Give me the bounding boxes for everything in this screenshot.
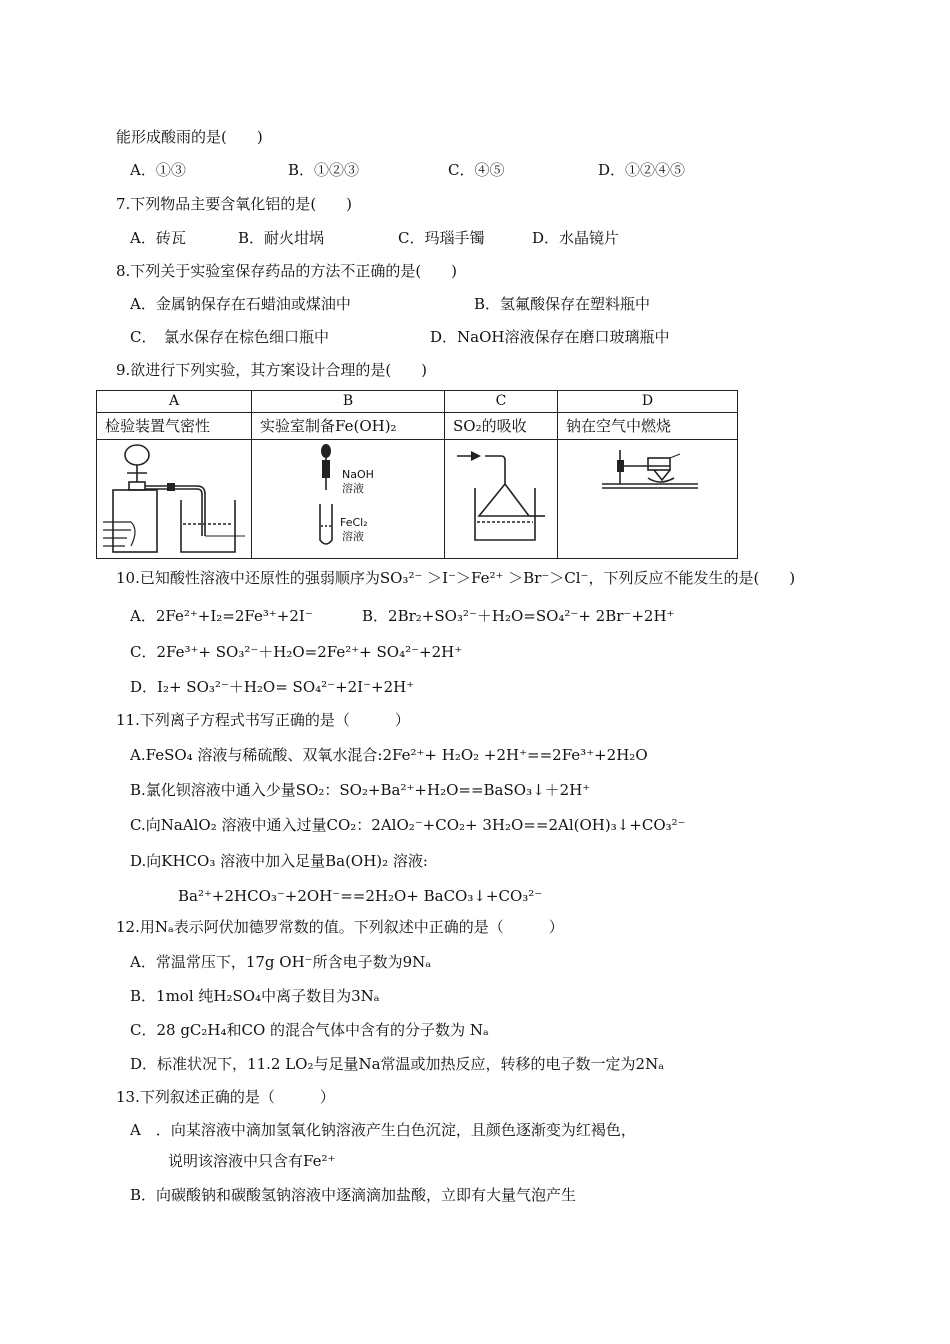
- table-title-b: 实验室制备Fe(OH)₂: [252, 413, 445, 440]
- q11-option-d-equation: Ba²⁺+2HCO₃⁻+2OH⁻==2H₂O+ BaCO₃↓+CO₃²⁻: [178, 887, 543, 905]
- question-6-stem-tail: 能形成酸雨的是( ): [116, 128, 263, 146]
- crucible-stand-icon: [558, 440, 737, 558]
- q12-option-d: D．标准状况下，11.2 LO₂与足量Na常温或加热反应，转移的电子数一定为2Nₐ: [130, 1055, 664, 1073]
- airtightness-apparatus-icon: [97, 440, 251, 558]
- naoh-solution-label: 溶液: [342, 482, 364, 495]
- q12-option-a: A．常温常压下，17g OH⁻所含电子数为9Nₐ: [130, 953, 432, 971]
- question-7-stem: 7.下列物品主要含氧化铝的是( ): [116, 195, 353, 213]
- q8-option-d: D．NaOH溶液保存在磨口玻璃瓶中: [430, 328, 670, 346]
- q12-option-b: B．1mol 纯H₂SO₄中离子数目为3Nₐ: [130, 987, 380, 1005]
- table-header-b: B: [252, 391, 445, 413]
- table-title-c: SO₂的吸收: [445, 413, 558, 440]
- q8-option-b: B．氢氟酸保存在塑料瓶中: [474, 295, 651, 313]
- q6-option-a: A．①③: [130, 161, 186, 179]
- naoh-label: NaOH: [342, 468, 374, 481]
- table-header-c: C: [445, 391, 558, 413]
- q7-option-c: C．玛瑙手镯: [398, 229, 485, 247]
- fecl2-solution-label: 溶液: [342, 530, 364, 543]
- q13-option-b: B．向碳酸钠和碳酸氢钠溶液中逐滴滴加盐酸，立即有大量气泡产生: [130, 1186, 577, 1204]
- question-9-stem: 9.欲进行下列实验，其方案设计合理的是( ): [116, 361, 428, 379]
- apparatus-na-burning: [558, 440, 738, 559]
- question-12-stem: 12.用Nₐ表示阿伏加德罗常数的值。下列叙述中正确的是（ ）: [116, 918, 564, 936]
- apparatus-airtightness: [97, 440, 252, 559]
- q11-option-a: A.FeSO₄ 溶液与稀硫酸、双氧水混合:2Fe²⁺+ H₂O₂ +2H⁺==2Fe³⁺+2H₂O: [130, 746, 648, 764]
- q7-option-d: D．水晶镜片: [532, 229, 620, 247]
- funnel-absorption-icon: [445, 440, 557, 558]
- dropper-testtube-icon: [252, 440, 444, 558]
- q12-option-c: C．28 gC₂H₄和CO 的混合气体中含有的分子数为 Nₐ: [130, 1021, 489, 1039]
- q10-option-a: A．2Fe²⁺+I₂=2Fe³⁺+2I⁻: [130, 607, 313, 625]
- fecl2-label: FeCl₂: [340, 516, 368, 529]
- experiment-table: [96, 390, 738, 559]
- question-11-stem: 11.下列离子方程式书写正确的是（ ）: [116, 711, 410, 729]
- apparatus-feoh2: [252, 440, 445, 559]
- q7-option-a: A．砖瓦: [130, 229, 186, 247]
- q13-option-a: A ．向某溶液中滴加氢氧化钠溶液产生白色沉淀，且颜色逐渐变为红褐色，: [130, 1121, 636, 1139]
- question-13-stem: 13.下列叙述正确的是（ ）: [116, 1088, 335, 1106]
- table-title-d: 钠在空气中燃烧: [558, 413, 738, 440]
- q11-option-b: B.氯化钡溶液中通入少量SO₂：SO₂+Ba²⁺+H₂O==BaSO₃↓＋2H⁺: [130, 781, 591, 799]
- q6-option-c: C．④⑤: [448, 161, 505, 179]
- question-10-stem: 10.已知酸性溶液中还原性的强弱顺序为SO₃²⁻ ＞I⁻＞Fe²⁺ ＞Br⁻＞Cl⁻，下列反应不能发生的是( ): [116, 569, 796, 587]
- q10-option-c: C．2Fe³⁺+ SO₃²⁻＋H₂O=2Fe²⁺+ SO₄²⁻+2H⁺: [130, 643, 463, 661]
- q10-option-b: B．2Br₂+SO₃²⁻＋H₂O=SO₄²⁻+ 2Br⁻+2H⁺: [362, 607, 675, 625]
- q7-option-b: B．耐火坩埚: [238, 229, 325, 247]
- q6-option-b: B．①②③: [288, 161, 360, 179]
- q8-option-a: A．金属钠保存在石蜡油或煤油中: [130, 295, 351, 313]
- q8-option-c: C． 氯水保存在棕色细口瓶中: [130, 328, 329, 346]
- apparatus-so2-absorb: [445, 440, 558, 559]
- table-header-d: D: [558, 391, 738, 413]
- q11-option-c: C.向NaAlO₂ 溶液中通入过量CO₂：2AlO₂⁻+CO₂+ 3H₂O==2Al(OH)₃↓+CO₃²⁻: [130, 816, 686, 834]
- q10-option-d: D．I₂+ SO₃²⁻＋H₂O= SO₄²⁻+2I⁻+2H⁺: [130, 678, 415, 696]
- table-header-a: A: [97, 391, 252, 413]
- q13-option-a-cont: 说明该溶液中只含有Fe²⁺: [168, 1152, 336, 1170]
- q11-option-d: D.向KHCO₃ 溶液中加入足量Ba(OH)₂ 溶液:: [130, 852, 428, 870]
- question-8-stem: 8.下列关于实验室保存药品的方法不正确的是( ): [116, 262, 458, 280]
- q6-option-d: D．①②④⑤: [598, 161, 686, 179]
- table-title-a: 检验装置气密性: [97, 413, 252, 440]
